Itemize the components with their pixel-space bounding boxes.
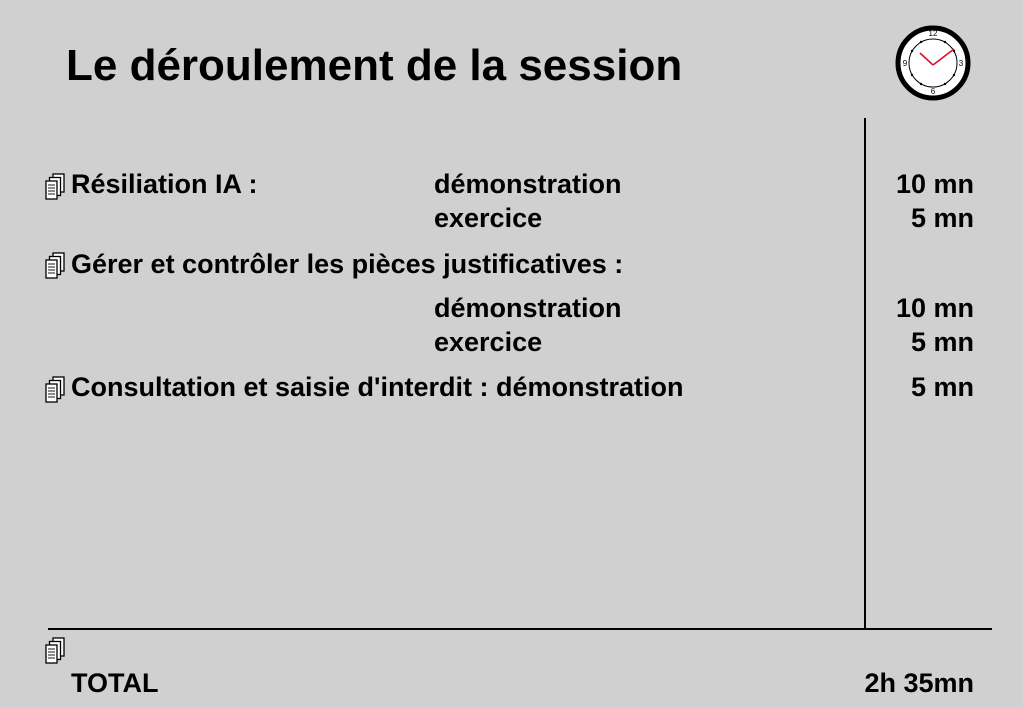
clock-numeral-12: 12 [928, 29, 938, 38]
item-label: Consultation et saisie d'interdit : démonstration [71, 372, 684, 402]
document-stack-icon [44, 251, 66, 281]
activity-name: démonstration [434, 169, 622, 199]
clock-numeral-6: 6 [930, 87, 936, 96]
total-divider [48, 628, 992, 630]
activity-name: exercice [434, 327, 543, 357]
activity-duration: 10 mn [895, 293, 974, 323]
page-title: Le déroulement de la session [66, 41, 683, 90]
activity-name: démonstration [434, 293, 622, 323]
activity-duration: 5 mn [910, 327, 974, 357]
item-label: Gérer et contrôler les pièces justificatives : [71, 249, 624, 279]
activity-duration: 5 mn [910, 372, 974, 402]
document-stack-icon [44, 375, 66, 405]
clock-numeral-9: 9 [902, 59, 908, 68]
total-value: 2h 35mn [864, 668, 974, 698]
clock-icon [894, 24, 972, 102]
clock-numeral-3: 3 [958, 59, 964, 68]
activity-name: exercice [434, 203, 543, 233]
item-label: Résiliation IA : [71, 169, 258, 199]
document-stack-icon [44, 172, 66, 202]
document-stack-icon [44, 636, 66, 666]
activity-duration: 10 mn [895, 169, 974, 199]
activity-duration: 5 mn [910, 203, 974, 233]
total-label: TOTAL [71, 668, 159, 698]
